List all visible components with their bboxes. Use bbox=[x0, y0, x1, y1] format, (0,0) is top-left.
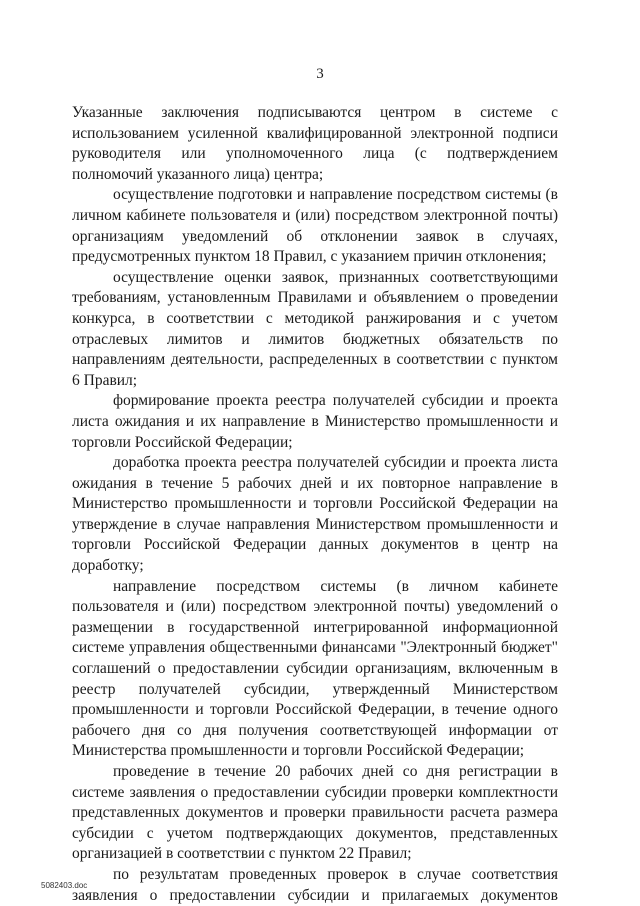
paragraph-rejection-notices: осуществление подготовки и направление посредством системы (в личном кабинете пользователя и (или) посредством электронной почты) организациям уведомлений об отклонении заявок в случаях, предусмотренных пунктом 18 Правил, с указанием причин отклонения; bbox=[72, 186, 558, 266]
document-body bbox=[72, 103, 558, 906]
paragraph-check-results: по результатам проведенных проверок в случае соответствия заявления о предоставлении субсидии и прилагаемых документов bbox=[72, 865, 558, 904]
paragraph-agreement-notices: направление посредством системы (в личном кабинете пользователя и (или) посредством электронной почты) уведомлений о размещении в государственной интегрированной информационной системе управления общественными финансами "Электронный бюджет" соглашений о предоставлении субсидии организациям, включенным в реестр получателей субсидии, утвержденный Министерством промышленности и торговли Российской Федерации, в течение одного рабочего дня со дня получения соответствующей информации от Министерства промышленности и торговли Российской Федерации; bbox=[72, 577, 558, 760]
paragraph-document-check: проведение в течение 20 рабочих дней со дня регистрации в системе заявления о предоставлении субсидии проверки комплектности представленных документов и проверки правильности расчета размера субсидии с учетом подтверждающих документов, представленных организацией в соответствии с пунктом 22 Правил; bbox=[72, 763, 558, 863]
paragraph-registry-draft: формирование проекта реестра получателей субсидии и проекта листа ожидания и их направление в Министерство промышленности и торговли Российской Федерации; bbox=[72, 392, 558, 451]
paragraph-registry-revision: доработка проекта реестра получателей субсидии и проекта листа ожидания в течение 5 рабочих дней и их повторное направление в Министерство промышленности и торговли Российской Федерации на утверждение в случае направления Министерством промышленности и торговли Российской Федерации данных документов в центр на доработку; bbox=[72, 454, 558, 575]
file-reference: 5082403.doc bbox=[41, 881, 88, 890]
paragraph-evaluation: осуществление оценки заявок, признанных соответствующими требованиям, установленным Правилами и объявлением о проведении конкурса, в соответствии с методикой ранжирования и с учетом отраслевых лимитов и лимитов бюджетных обязательств по направлениям деятельности, распределенных в соответствии с пунктом 6 Правил; bbox=[72, 268, 558, 389]
page-number: 3 bbox=[316, 66, 324, 82]
paragraph-signing: Указанные заключения подписываются центром в системе с использованием усиленной квалифицированной электронной подписи руководителя или уполномоченного лица (с подтверждением полномочий указанного лица) центра; bbox=[72, 104, 558, 183]
